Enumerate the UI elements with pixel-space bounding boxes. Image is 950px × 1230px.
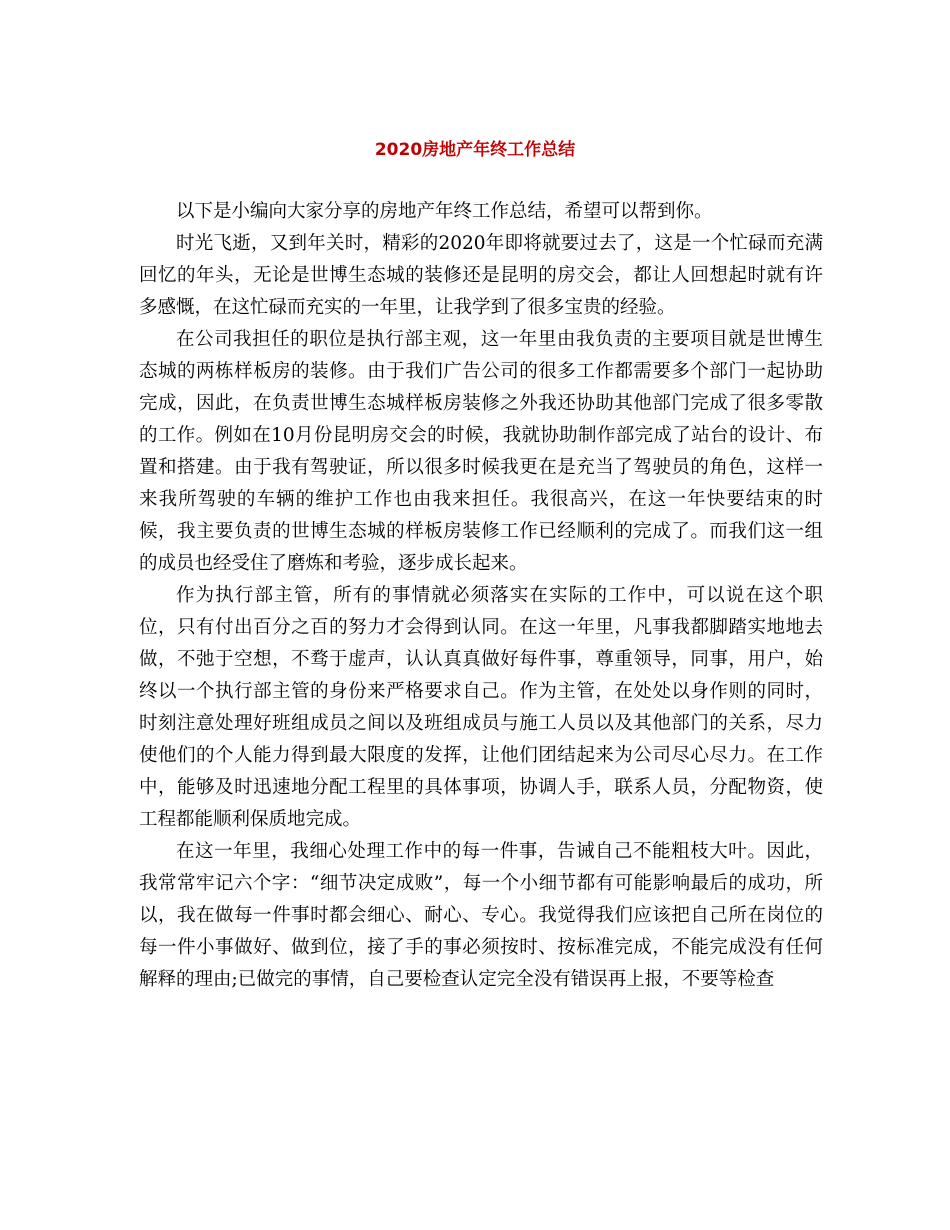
paragraph-supervisor: 作为执行部主管，所有的事情就必须落实在实际的工作中，可以说在这个职位，只有付出百分之百的努力才会得到认同。在这一年里，凡事我都脚踏实地地去做，不弛于空想，不骛于虚声，认认真真做好每件事，尊重领导，同事，用户，始终以一个执行部主管的身份来严格要求自己。作为主管，在处处以身作则的同时，时刻注意处理好班组成员之间以及班组成员与施工人员以及其他部门的关系，尽力使他们的个人能力得到最大限度的发挥，让他们团结起来为公司尽心尽力。在工作中，能够及时迅速地分配工程里的具体事项，协调人手，联系人员，分配物资，使工程都能顺利保质地完成。 bbox=[139, 585, 823, 830]
paragraph-details: 在这一年里，我细心处理工作中的每一件事，告诫自己不能粗枝大叶。因此，我常常牢记六个字：“细节决定成败”，每一个小细节都有可能影响最后的成功，所以，我在做每一件事时都会细心、耐心、专心。我觉得我们应该把自己所在岗位的每一件小事做好、做到位，接了手的事必须按时、按标准完成，不能完成没有任何解释的理由;已做完的事情，自己要检查认定完全没有错误再上报，不要等检查 bbox=[139, 841, 823, 990]
document-title: 2020房地产年终工作总结 bbox=[374, 140, 576, 160]
paragraph-position: 在公司我担任的职位是执行部主观，这一年里由我负责的主要项目就是世博生态城的两栋样板房的装修。由于我们广告公司的很多工作都需要多个部门一起协助完成，因此，在负责世博生态城样板房装修之外我还协助其他部门完成了很多零散的工作。例如在10月份昆明房交会的时候，我就协助制作部完成了站台的设计、布置和搭建。由于我有驾驶证，所以很多时候我更在是充当了驾驶员的角色，这样一来我所驾驶的车辆的维护工作也由我来担任。我很高兴，在这一年快要结束的时候，我主要负责的世博生态城的样板房装修工作已经顺利的完成了。而我们这一组的成员也经受住了磨炼和考验，逐步成长起来。 bbox=[139, 329, 823, 574]
paragraph-time-flies: 时光飞逝，又到年关时，精彩的2020年即将就要过去了，这是一个忙碌而充满回忆的年头，无论是世博生态城的装修还是昆明的房交会，都让人回想起时就有许多感慨，在这忙碌而充实的一年里，让我学到了很多宝贵的经验。 bbox=[139, 233, 823, 318]
document-body bbox=[139, 196, 823, 996]
paragraph-intro: 以下是小编向大家分享的房地产年终工作总结，希望可以帮到你。 bbox=[176, 201, 713, 222]
